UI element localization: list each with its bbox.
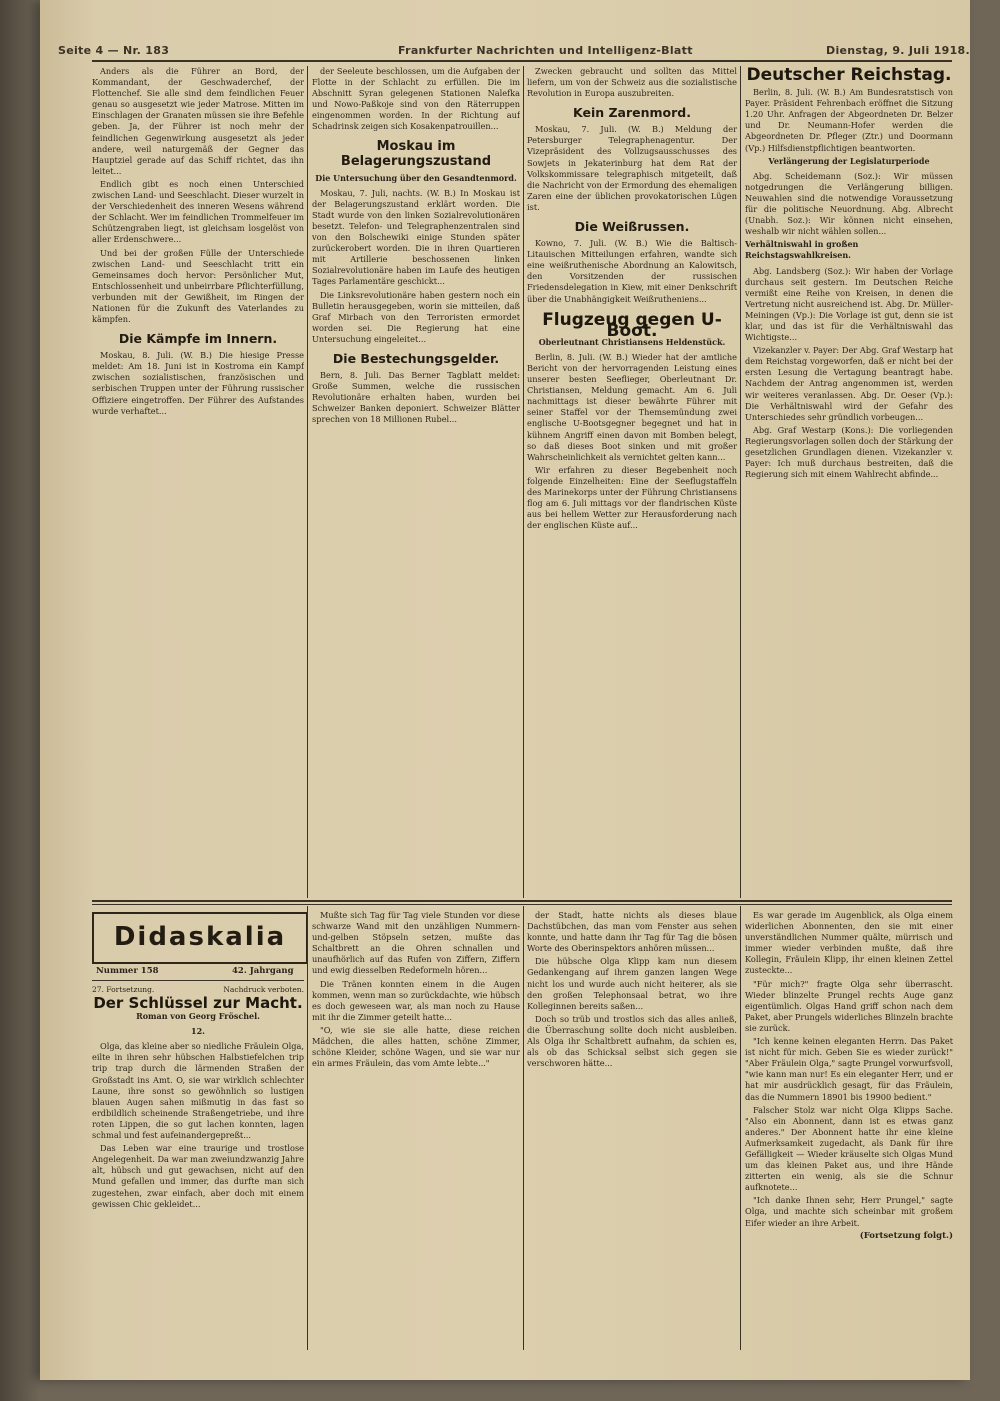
novel-text: Die Tränen konnten einem in die Augen kommen, wenn man so zurückdachte, wie hübsch es doch geweseen war, als man noch zu Hause mit ihr die Zimmer geteilt hatte... <box>312 978 520 1022</box>
article-subheadline: Die Untersuchung über den Gesandtenmord. <box>315 172 517 183</box>
column-2 <box>312 66 520 898</box>
page-number: Seite 4 — Nr. 183 <box>58 44 170 57</box>
article-subheadline: Verlängerung der Legislaturperiode <box>768 155 930 166</box>
column-1 <box>92 66 304 898</box>
column-divider <box>523 906 524 1350</box>
article-headline: Die Kämpfe im Innern. <box>118 331 278 347</box>
article-text: Vizekanzler v. Payer: Der Abg. Graf Westarp hat dem Reichstag vorgeworfen, daß er nicht bei der ersten Lesung die Vertagung beantragt habe. Nachdem der Antrag angenommen ist, werden wir weiteres veranlassen. Abg. Dr. Oeser (Vp.): Die Verhältniswahl wird der Gefahr des Unterschiedes sehr gründlich vorbeugen... <box>745 345 953 422</box>
novel-text: "O, wie sie sie alle hatte, diese reichen Mädchen, die alles hatten, schöne Zimmer, schöne Kleider, schöne Wagen, und sie war nur ein armes Fräulein, das vom Amte lebte..." <box>312 1024 520 1069</box>
article-headline: Kein Zarenmord. <box>573 105 691 121</box>
feuilleton-column-3 <box>527 910 737 1350</box>
novel-text: Die hübsche Olga Klipp kam nun diesem Gedankengang auf ihrem ganzen langen Wege nicht los und wurde auch nicht heiterer, als sie den großen Telephonsaal betrat, wo ihre Kolleginnen bereits saßen... <box>527 956 737 1011</box>
article-text: Bern, 8. Juli. Das Berner Tagblatt meldet: Große Summen, welche die russischen Revolutionäre erhalten haben, wurden bei Schweizer Banken deponiert. Schweizer Blätter sprechen von 18 Millionen Rubel... <box>312 369 520 425</box>
column-divider <box>740 66 741 898</box>
novel-text: Es war gerade im Augenblick, als Olga einem widerlichen Abonnenten, den sie mit einer unverständlichen Nummer quälte, mürrisch und immer wieder verbinden mußte, daß ihre Kollegin, Fräulein Klipp, ihr einen kleinen Zettel zusteckte... <box>745 910 953 976</box>
novel-text: Das Leben war eine traurige und trostlose Angelegenheit. Da war man zweiundzwanzig Jahre alt, hübsch und gut gewachsen, nicht auf den Mund gefallen und immer, das durfte man sich zugestehen, zwar einfach, aber doch mit einem gewissen Chic gekleidet... <box>92 1143 304 1209</box>
issue-number: Nummer 158 <box>96 966 159 976</box>
chapter-number: 12. <box>191 1026 205 1037</box>
article-text: Anders als die Führer an Bord, der Kommandant, der Geschwaderchef, der Flottenchef. Sie alle sind dem feindlichen Feuer genau so ausgesetzt wie jeder Matrose. Mitten im Einschlagen der Granaten müssen sie ihre Befehle geben. Ja, der Führer ist noch mehr der feindlichen Gegenwirkung ausgesetzt als jeder andere, weil naturgemäß der Gegner das Hauptziel gerade auf das Schiff richtet, das ihn leitet... <box>92 66 304 176</box>
article-subheadline: Oberleutnant Christiansens Heldenstück. <box>538 336 726 347</box>
article-headline: Die Bestechungsgelder. <box>332 350 500 366</box>
reprint-note: Nachdruck verboten. <box>223 985 304 994</box>
column-divider <box>307 66 308 898</box>
article-headline: Flugzeug gegen U-Boot. <box>542 309 722 341</box>
novel-text: Olga, das kleine aber so niedliche Fräulein Olga, eilte in ihren sehr hübschen Halbstiefelchen trip trip trap durch die lärmenden Straßen der Großstadt ins Amt. O, sie war wirklich schlechter Laune, ihre sonst so gewöhnlich so lustigen blauen Augen sahen mißmutig in das fast so erdbildlich scheinende Straßengetriebe, und ihre roten Lippen, die so gut lachen konnten, lagen schmal und fest aufeinandergepreßt... <box>92 1041 304 1141</box>
feuilleton-column-4 <box>745 910 953 1350</box>
novel-text: Falscher Stolz war nicht Olga Klipps Sache. "Also ein Abonnent, dann ist es etwas ganz anderes." Der Abonnent hatte ihr eine kleine Aufmerksamkeit zugedacht, als Dank für ihre Gefälligkeit — Wieder kräuselte sich Olgas Mund um das kleinen Paket aus, und ihre Hände zitterten ein wenig, als sie die Schnur aufknotete... <box>745 1104 953 1193</box>
section-divider <box>92 900 952 902</box>
novel-text: "Ich kenne keinen eleganten Herrn. Das Paket ist nicht für mich. Geben Sie es wieder zurück!" "Aber Fräulein Olga," sagte Prungel vorwurfsvoll, "wie kann man nur! Es ein eleganter Herr, und er hat mir ausdrücklich gesagt, für das Fräulein, das die Nummern 18901 bis 19900 bedient." <box>745 1036 953 1102</box>
article-text: Abg. Scheidemann (Soz.): Wir müssen notgedrungen die Verlängerung billigen. Neuwahlen sind die notwendige Voraussetzung für die politische Neuordnung. Abg. Albrecht (Unabh. Soz.): Wir können nicht einsehen, weshalb wir nicht wählen sollen... <box>745 170 953 237</box>
column-divider <box>523 66 524 898</box>
column-divider <box>307 906 308 1350</box>
feuilleton-column-1 <box>92 984 304 1350</box>
binding-edge <box>0 0 40 1401</box>
novel-text: Doch so trüb und trostlos sich das alles anließ, die Überraschung sollte doch nicht ausbleiben. Als Olga ihr Schaltbrett aufnahm, da schien es, als ob das Schicksal selbst sich gegen sie verschworen hätte... <box>527 1013 737 1069</box>
article-text: Endlich gibt es noch einen Unterschied zwischen Land- und Seeschlacht. Dieser wurzelt in der Verschiedenheit des inneren Wesens während der Schlacht. Wer im feindlichen Trommelfeuer im Schützengraben liegt, ist gleichsam losgelöst von aller Erdenschwere... <box>92 178 304 245</box>
feuilleton-column-2 <box>312 910 520 1350</box>
article-headline: Deutscher Reichstag. <box>746 66 952 85</box>
to-be-continued: (Fortsetzung folgt.) <box>859 1230 953 1241</box>
section-divider <box>92 904 952 905</box>
novel-text: der Stadt, hatte nichts als dieses blaue Dachstübchen, das man vom Fenster aus sehen konnte, und hatte dann ihr Tag für Tag die bösen Worte des Oberinspektors anhören müssen... <box>527 910 737 954</box>
novel-title: Der Schlüssel zur Macht. <box>93 994 303 1012</box>
continuation-note: 27. Fortsetzung. <box>92 985 155 994</box>
article-text: Die Linksrevolutionäre haben gestern noch ein Bulletin herausgegeben, worin sie mitteilen, daß Graf Mirbach von den Terroristen ermordet worden sei. Die Regierung hat eine Untersuchung eingeleitet... <box>312 289 520 344</box>
novel-text: Mußte sich Tag für Tag viele Stunden vor diese schwarze Wand mit den unzähligen Nummern-und-gelben Stöpseln setzen, mußte das Schaltbrett an die Ohren schnallen und unaufhörlich auf das Rufen von Ziffern, Ziffern und ewig diesselben Redeformeln hören... <box>312 910 520 976</box>
article-text: Abg. Landsberg (Soz.): Wir haben der Vorlage durchaus seit gestern. Im Deutschen Reiche vermißt eine Reihe von Kreisen, in denen die Vertretung nicht ausreichend ist. Abg. Dr. Müller-Meiningen (Vp.): Die Vorlage ist gut, denn sie ist klar, und das ist für die Verhältniswahl das Wichtigste... <box>745 265 953 343</box>
volume-year: 42. Jahrgang <box>232 966 294 976</box>
article-text: Moskau, 7. Juli, nachts. (W. B.) In Moskau ist der Belagerungszustand erklärt worden. Die Stadt wurde von den linken Sozialrevolutionären besetzt. Telefon- und Telegraphenzentralen sind von den Bolschewiki einige Stunden später zurückerobert worden. Die in ihren Quartieren mit Artillerie beschossenen linken Sozialrevolutionäre haben im Laufe des heutigen Tages Parlamentäre geschickt... <box>312 187 520 287</box>
article-headline: Moskau im Belagerungszustand <box>340 138 492 169</box>
newspaper-title: Frankfurter Nachrichten und Intelligenz-Blatt <box>398 44 693 57</box>
article-text: Moskau, 7. Juli. (W. B.) Meldung der Petersburger Telegraphenagentur. Der Vizepräsident des Vollzugsausschusses des Sowjets in Jekaterinburg hat dem Rat der Volkskommissare telegraphisch mitgeteilt, daß die Nachricht von der Ermordung des ehemaligen Zaren eine der üblichen provokatorischen Lügen ist. <box>527 124 737 212</box>
novel-text: "Ich danke Ihnen sehr, Herr Prungel," sagte Olga, und machte sich scheinbar mit großem Eifer wieder an ihre Arbeit. <box>745 1195 953 1228</box>
article-text: Moskau, 8. Juli. (W. B.) Die hiesige Presse meldet: Am 18. Juni ist in Kostroma ein Kampf zwischen sozialistischen, französischen und serbischen Truppen unter der Führung russischer Offiziere eingetroffen. Der Führer des Aufstandes wurde verhaftet... <box>92 350 304 416</box>
column-4 <box>745 66 953 898</box>
article-text: Wir erfahren zu dieser Begebenheit noch folgende Einzelheiten: Eine der Seeflugstaffeln des Marinekorps unter der Führung Christiansens flog am 6. Juli mittags vor der flandrischen Küste aus bei hellem Wetter zur Herausforderung nach der englischen Küste auf... <box>527 464 737 531</box>
article-text: der Seeleute beschlossen, um die Aufgaben der Flotte in der Schlacht zu erfüllen. Die im Abschnitt Syran gelegenen Stationen Nalefka und Nowo-Paßkoje sind von den Räterruppen eingenommen worden. In der Richtung auf Schadrinsk zeigen sich Kosakenpatrouillen... <box>312 66 520 132</box>
feuilleton-masthead: Didaskalia <box>92 912 308 964</box>
article-headline: Die Weißrussen. <box>574 219 690 235</box>
article-text: Berlin, 8. Juli. (W. B.) Wieder hat der amtliche Bericht von der hervorragenden Leistung eines unserer besten Seeflieger, Oberleutnant Dr. Christiansen, Meldung gemacht. Am 6. Juli nachmittags ist dieser bewährte Führer mit seiner Staffel vor der Themsemündung zwei englische U-Bootsgegner begegnet und hat in kühnem Angriff einen davon mit Bomben belegt, so daß dieses Boot sinken und mit großer Wahrscheinlichkeit als vernichtet gelten kann... <box>527 351 737 462</box>
column-3 <box>527 66 737 898</box>
article-text: Abg. Graf Westarp (Kons.): Die vorliegenden Regierungsvorlagen sollen doch der Stärkung der gesetzlichen Grundlagen dienen. Vizekanzler v. Payer: Ich muß durchaus bestreiten, daß die Regierung sich mit einem Wahlrecht abfinde... <box>745 424 953 480</box>
page-header <box>58 40 970 60</box>
novel-author: Roman von Georg Fröschel. <box>136 1011 260 1022</box>
article-text: Berlin, 8. Juli. (W. B.) Am Bundesratstisch von Payer. Präsident Fehrenbach eröffnet die Sitzung 1.20 Uhr. Anfragen der Abgeordneten Dr. Belzer und Dr. Neumann-Hofer werden die Abgeordneten Dr. Pfleger (Ztr.) und Doormann (Vp.) Hilfsdienstpflichtigen beantworten. <box>745 87 953 153</box>
article-text: Und bei der großen Fülle der Unterschiede zwischen Land- und Seeschlacht tritt ein Gemeinsames doch hervor: Persönlicher Mut, Entschlossenheit und unbeirrbare Pflichterfüllung, verbunden mit der Gewißheit, im Ringen der Nationen für die Zukunft des Vaterlandes zu kämpfen. <box>92 247 304 325</box>
masthead-rule <box>92 980 304 981</box>
article-text: Kowno, 7. Juli. (W. B.) Wie die Baltisch-Litauischen Mitteilungen erfahren, wandte sich eine weißruthenische Abordnung an Kalowitsch, den Vorsitzenden der russischen Friedensdelegation in Kiew, mit einer Denkschrift über die Unabhängigkeit Weißrutheniens... <box>527 238 737 304</box>
article-text: Zwecken gebraucht und sollten das Mittel liefern, um von der Schweiz aus die sozialistische Revolution in Europa auszubreiten. <box>527 66 737 99</box>
issue-date: Dienstag, 9. Juli 1918. <box>826 44 970 57</box>
column-divider <box>740 906 741 1350</box>
header-rule <box>92 60 952 62</box>
article-subheadline: Verhältniswahl in großen Reichstagswahlkreisen. <box>745 239 859 261</box>
novel-text: "Für mich?" fragte Olga sehr überrascht. Wieder blinzelte Prungel rechts Auge ganz eigentümlich. Olgas Hand griff schon nach dem Paket, aber Prungels widerliches Blinzeln brachte sie zurück. <box>745 978 953 1033</box>
